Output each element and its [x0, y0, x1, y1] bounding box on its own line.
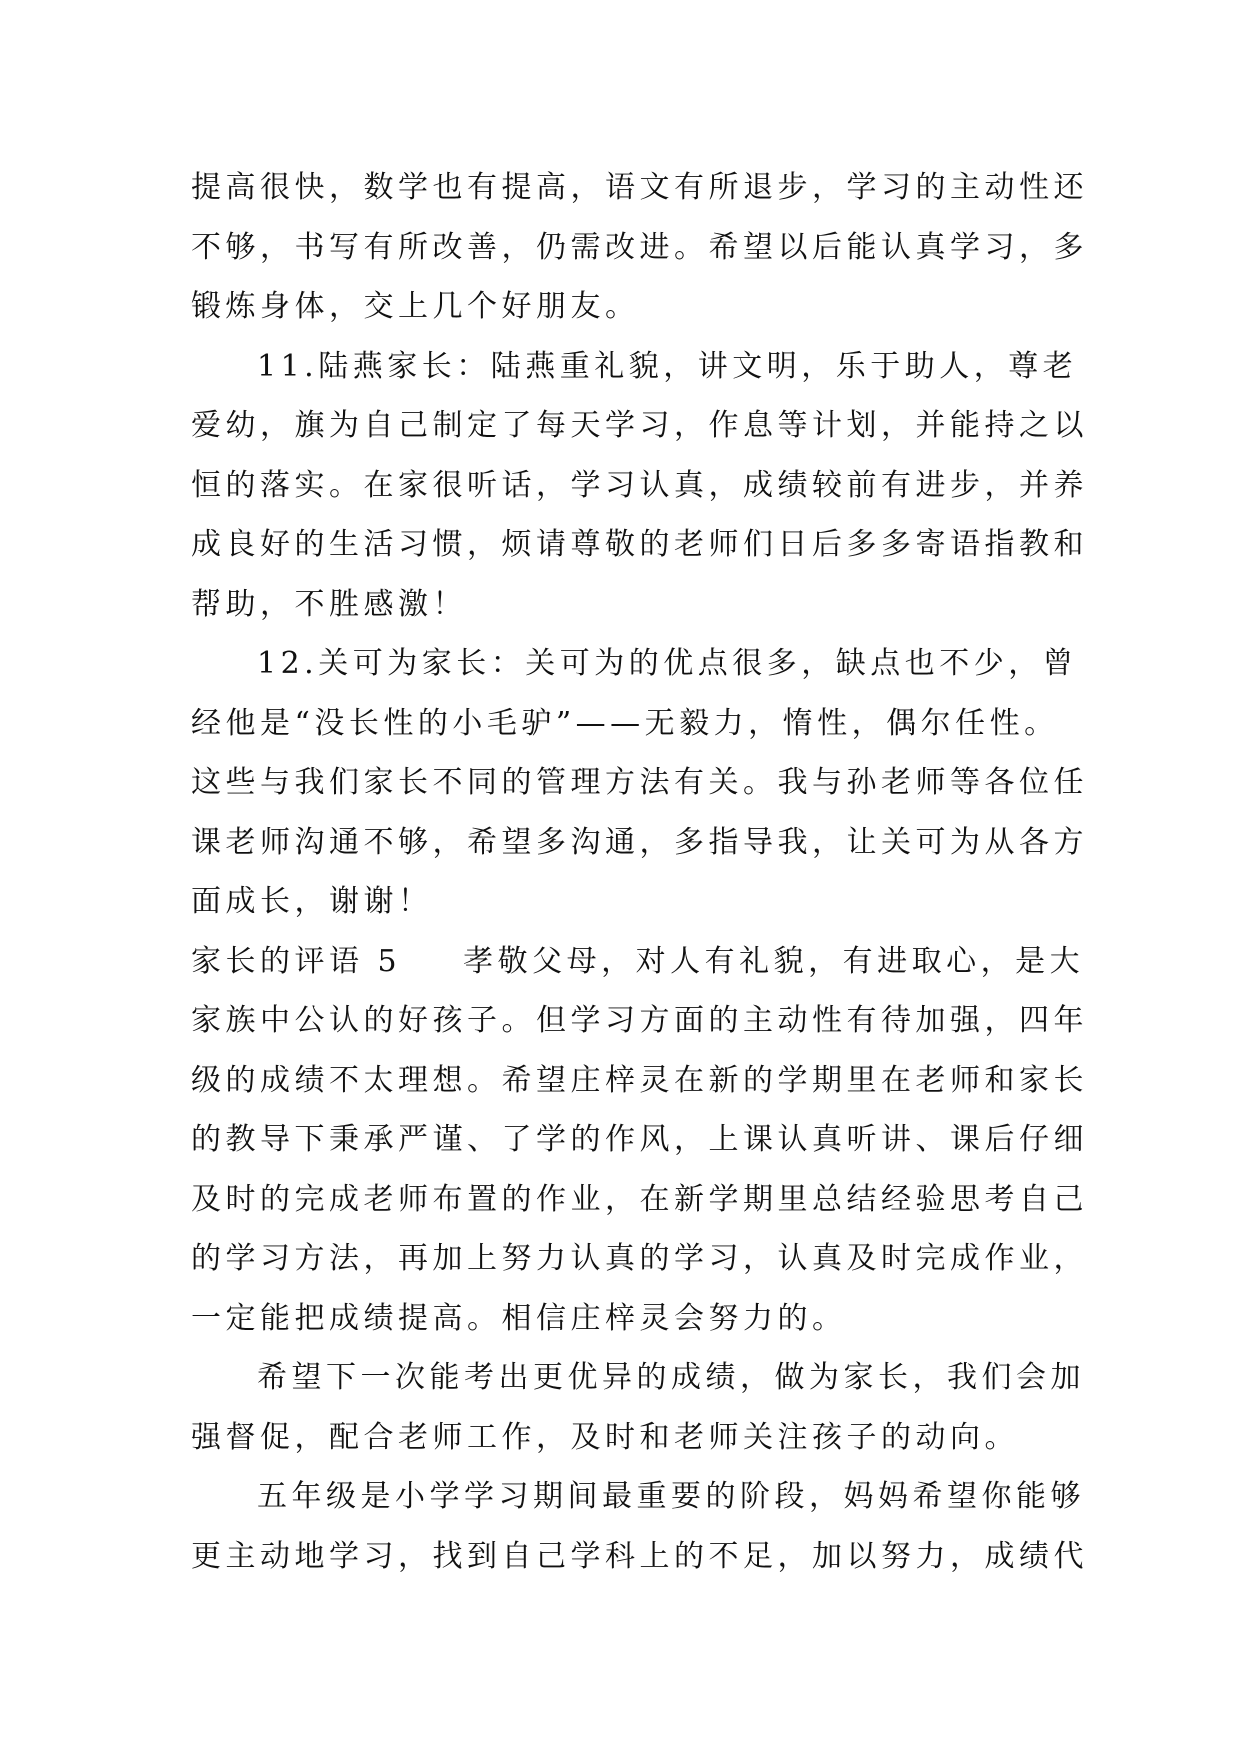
section-first-line-text: 孝敬父母，对人有礼貌，有进取心，是大 [463, 943, 1085, 979]
text-line: 一定能把成绩提高。相信庄梓灵会努力的。 [191, 1300, 847, 1336]
text-line: 经他是“没长性的小毛驴”——无毅力，惰性，偶尔任性。 [191, 705, 1059, 741]
text-line: 的教导下秉承严谨、了学的作风，上课认真听讲、课后仔细 [191, 1122, 1088, 1157]
text-line: 锻炼身体，交上几个好朋友。 [191, 289, 640, 324]
paragraph-first-line: 11.陆燕家长：陆燕重礼貌，讲文明，乐于助人，尊老 [257, 348, 1078, 384]
text-line: 这些与我们家长不同的管理方法有关。我与孙老师等各位任 [191, 765, 1088, 800]
section-heading: 家长的评语 5 [191, 943, 402, 979]
paragraph-first-line: 五年级是小学学习期间最重要的阶段，妈妈希望你能够 [257, 1479, 1085, 1514]
text-line: 提高很快，数学也有提高，语文有所退步，学习的主动性还 [191, 170, 1088, 205]
text-line: 的学习方法，再加上努力认真的学习，认真及时完成作业， [191, 1241, 1088, 1276]
paragraph-first-line: 12.关可为家长：关可为的优点很多，缺点也不少，曾 [257, 646, 1078, 681]
text-line: 爱幼，旗为自己制定了每天学习，作息等计划，并能持之以 [191, 408, 1088, 443]
text-line: 及时的完成老师布置的作业，在新学期里总结经验思考自己 [191, 1181, 1088, 1217]
text-line: 成良好的生活习惯，烦请尊敬的老师们日后多多寄语指教和 [191, 527, 1088, 562]
text-line: 更主动地学习，找到自己学科上的不足，加以努力，成绩代 [191, 1538, 1088, 1574]
text-line: 级的成绩不太理想。希望庄梓灵在新的学期里在老师和家长 [191, 1062, 1088, 1098]
text-line: 强督促，配合老师工作，及时和老师关注孩子的动向。 [191, 1419, 1019, 1455]
section-heading-line [191, 932, 1085, 992]
text-line: 帮助，不胜感激！ [191, 586, 467, 622]
paragraph-first-line: 希望下一次能考出更优异的成绩，做为家长，我们会加 [257, 1360, 1085, 1395]
document-body [191, 158, 1088, 1586]
text-line: 恒的落实。在家很听话，学习认真，成绩较前有进步，并养 [191, 467, 1088, 503]
text-line: 不够，书写有所改善，仍需改进。希望以后能认真学习，多 [191, 229, 1088, 265]
text-line: 面成长，谢谢！ [191, 884, 433, 919]
text-line: 家族中公认的好孩子。但学习方面的主动性有待加强，四年 [191, 1003, 1088, 1038]
text-line: 课老师沟通不够，希望多沟通，多指导我，让关可为从各方 [191, 824, 1088, 860]
